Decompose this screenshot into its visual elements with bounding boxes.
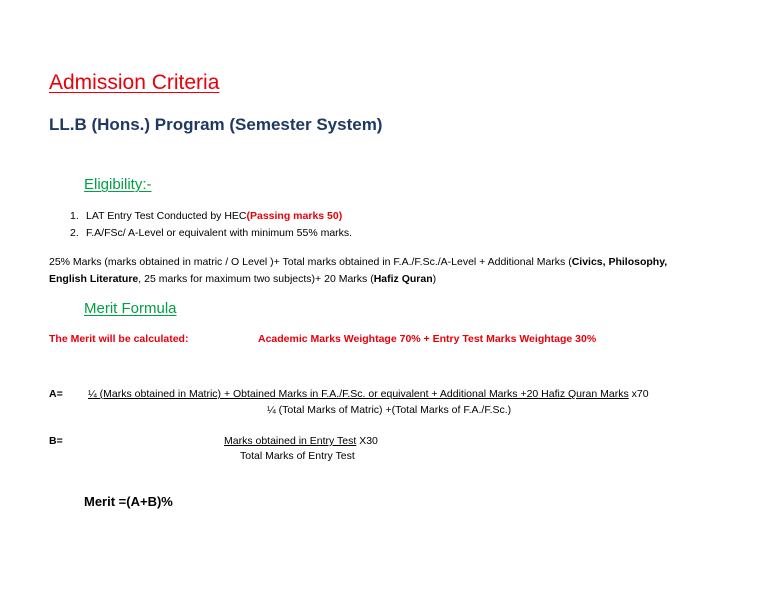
formula-b-numerator-text: Marks obtained in Entry Test (224, 435, 357, 447)
program-subtitle: LL.B (Hons.) Program (Semester System) (49, 115, 383, 134)
list-number: 2. (70, 227, 79, 239)
merit-formula-heading: Merit Formula (84, 300, 177, 317)
formula-a-multiplier: x70 (628, 388, 649, 400)
formula-a-denominator: ¼ (Total Marks of Matric) +(Total Marks of F.A./F.Sc.) (267, 404, 512, 416)
page-title: Admission Criteria (49, 71, 220, 94)
marks-paragraph (49, 254, 689, 288)
list-item (70, 225, 352, 242)
eligibility-heading: Eligibility:- (84, 176, 152, 193)
formula-b-label: B= (49, 435, 63, 447)
list-item (70, 208, 352, 225)
list-text: F.A/FSc/ A-Level or equivalent with minimum 55% marks. (86, 227, 353, 239)
formula-b-denominator: Total Marks of Entry Test (240, 450, 355, 462)
list-text: LAT Entry Test Conducted by HEC (86, 210, 247, 222)
merit-weightage: Academic Marks Weightage 70% + Entry Test Marks Weightage 30% (258, 333, 597, 345)
formula-a-numerator (88, 388, 649, 400)
formula-b-multiplier: X30 (356, 435, 378, 447)
formula-a-numerator-text: ¼ (Marks obtained in Matric) + Obtained Marks in F.A./F.Sc. or equivalent + Additional Marks +20 Hafiz Quran Marks (88, 388, 629, 400)
formula-a-label: A= (49, 388, 63, 400)
paragraph-text: ) (432, 273, 437, 285)
merit-calc-label: The Merit will be calculated: (49, 333, 189, 345)
paragraph-bold-hafiz: Hafiz Quran (373, 273, 433, 285)
paragraph-bold-subjects: Civics, Philosophy, English Literature (49, 256, 668, 285)
paragraph-text: , 25 marks for maximum two subjects)+ 20 Marks ( (138, 273, 374, 285)
list-number: 1. (70, 210, 79, 222)
merit-final-formula: Merit =(A+B)% (84, 494, 173, 509)
paragraph-text: 25% Marks (marks obtained in matric / O Level )+ Total marks obtained in F.A./F.Sc./A-Level + Additional Marks ( (49, 256, 572, 268)
eligibility-list (70, 208, 352, 242)
passing-marks-note: (Passing marks 50) (246, 210, 343, 222)
formula-b-numerator (224, 435, 378, 447)
